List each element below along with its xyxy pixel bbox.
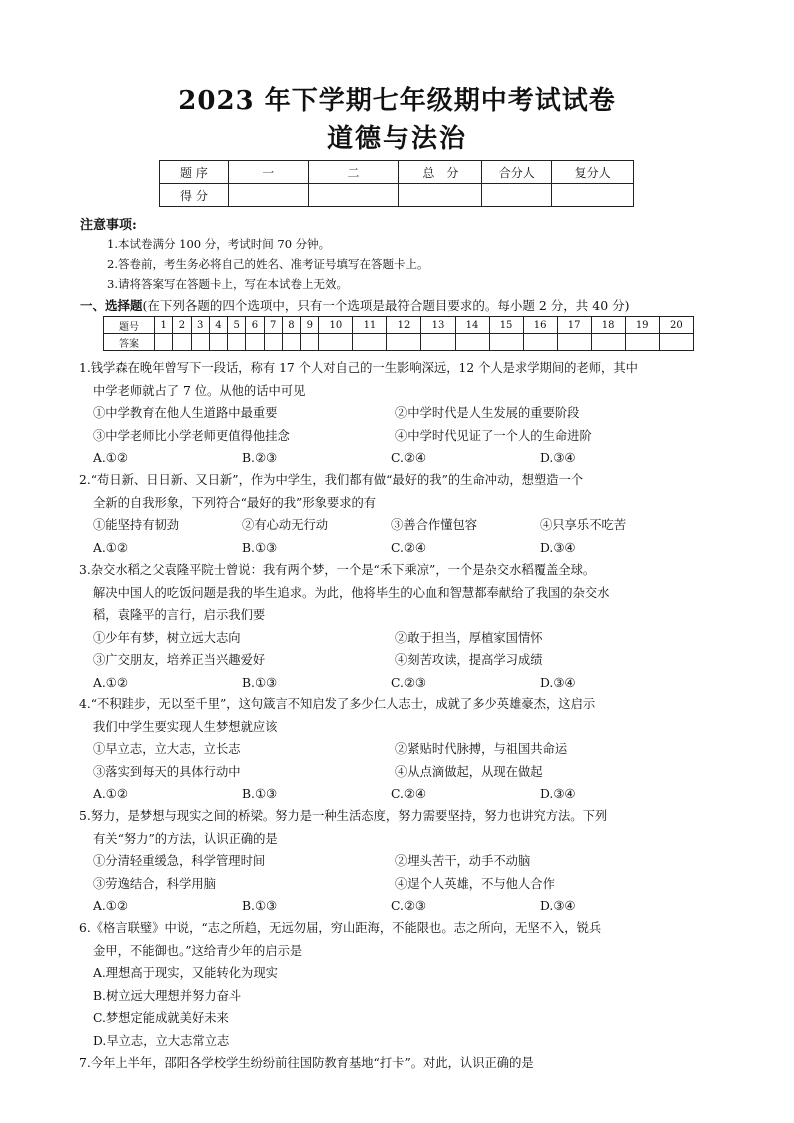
score-table-cell: 一 [228,161,308,184]
question-stem: 稻，袁隆平的言行，启示我们要 [93,608,266,622]
answer-option: A.①② [93,787,128,801]
answer-table-number: 16 [523,317,557,334]
question-stem: 4.“不积跬步，无以至千里”，这句箴言不知启发了多少仁人志士，成就了多少英雄豪杰，这启示 [79,697,596,711]
answer-table-number: 3 [191,317,209,334]
question-stem: 全新的自我形象，下列符合“最好的我”形象要求的有 [93,495,377,510]
answer-option: A.理想高于现实，又能转化为现实 [93,966,278,980]
answer-table-answer-cell [282,334,300,351]
answer-table-answer-cell [625,334,659,351]
statement: ③广交朋友，培养正当兴趣爱好 [93,653,266,667]
question-6 [79,917,719,1052]
answer-table-answer-cell [523,334,557,351]
question-stem: 金甲，不能御也。”这给青少年的启示是 [93,943,303,958]
question-5 [79,805,719,918]
question-1 [79,357,719,470]
question-3 [79,559,719,694]
score-table-cell: 题 序 [160,161,229,184]
answer-option: A.①② [93,540,128,555]
answer-option: D.③④ [540,540,576,555]
answer-table-answer-cell [659,334,693,351]
statement: ②中学时代是人生发展的重要阶段 [395,406,580,420]
score-table-cell: 得 分 [160,184,229,207]
answer-table-number: 2 [173,317,191,334]
answer-option: D.③④ [540,675,576,690]
answer-table-answer-cell [228,334,246,351]
section-heading [80,296,630,314]
section-title: 一、选择题 [80,298,143,313]
exam-title: 2023 年下学期七年级期中考试试卷 [178,86,616,116]
statement: ③中学老师比小学老师更值得他挂念 [93,428,290,443]
score-input-cell [552,184,634,207]
score-input-cell [228,184,308,207]
answer-table-number: 4 [209,317,227,334]
answer-table-answer-cell [301,334,319,351]
answer-table [103,316,694,351]
answer-table-number: 19 [625,317,659,334]
answer-table-number: 7 [264,317,282,334]
answer-table-answer-cell [319,334,353,351]
answer-table-number: 11 [353,317,387,334]
answer-option: D.③④ [540,451,576,465]
statement: ③善合作懂包容 [391,518,478,532]
notice-item: 1.本试卷满分 100 分，考试时间 70 分钟。 [107,237,331,251]
answer-table-number: 9 [301,317,319,334]
answer-table-answer-cell [173,334,191,351]
answer-option: A.①② [93,675,128,690]
answer-option: C.②④ [391,787,426,801]
answer-table-answer-cell [209,334,227,351]
answer-table-number: 6 [246,317,264,334]
answer-option: A.①② [93,451,128,465]
answer-option: D.早立志，立大志常立志 [93,1033,230,1048]
score-table-cell: 二 [308,161,399,184]
statement: ②埋头苦干，动手不动脑 [395,854,531,868]
answer-table-number: 10 [319,317,353,334]
question-4 [79,693,719,806]
answer-option: B.树立远大理想并努力奋斗 [93,988,242,1003]
answer-table-number: 14 [455,317,489,334]
answer-option: A.①② [93,899,128,913]
answer-option: B.②③ [242,451,277,465]
question-stem: 1.钱学森在晚年曾写下一段话，称有 17 个人对自己的一生影响深远，12 个人是求学期间的老师，其中 [79,361,638,375]
statement: ④只享乐不吃苦 [540,518,627,532]
question-stem: 我们中学生要实现人生梦想就应该 [93,719,278,734]
notice-item: 3.请将答案写在答题卡上，写在本试卷上无效。 [107,277,348,291]
question-stem: 3.杂交水稻之父袁隆平院士曾说：我有两个梦，一个是“禾下乘凉”，一个是杂交水稻覆盖全球。 [79,563,596,577]
answer-table-number: 8 [282,317,300,334]
score-table [159,160,634,207]
answer-table-answer-cell [246,334,264,351]
statement: ④从点滴做起，从现在做起 [395,764,543,779]
answer-option: B.①③ [242,787,277,801]
answer-table-label: 答案 [104,334,155,351]
answer-table-number: 17 [557,317,591,334]
statement: ①分清轻重缓急，科学管理时间 [93,854,266,868]
answer-table-answer-cell [455,334,489,351]
score-input-cell [308,184,399,207]
answer-table-answer-row [104,334,694,351]
answer-table-answer-cell [489,334,523,351]
answer-table-label: 题号 [104,317,155,334]
subject-title: 道德与法治 [326,124,467,154]
score-table-cell: 复分人 [552,161,634,184]
question-stem: 中学老师就占了 7 位。从他的话中可见 [93,383,306,398]
notice-item: 2.答卷前，考生务必将自己的姓名、准考证号填写在答题卡上。 [107,257,429,271]
answer-table-answer-cell [557,334,591,351]
question-stem: 解决中国人的吃饭问题是我的毕生追求。为此，他将毕生的心血和智慧都奉献给了我国的杂交水 [93,585,610,600]
answer-table-number-row [104,317,694,334]
answer-option: D.③④ [540,899,576,913]
answer-table-answer-cell [264,334,282,351]
statement: ②有心动无行动 [242,518,329,532]
score-table-cell: 总 分 [399,161,482,184]
score-table-cell: 合分人 [482,161,552,184]
score-input-cell [399,184,482,207]
statement: ④刻苦攻读，提高学习成绩 [395,653,543,667]
answer-table-number: 18 [591,317,625,334]
answer-option: C.②④ [391,451,426,465]
answer-option: C.②③ [391,899,426,913]
question-2 [79,469,719,559]
statement: ②紧贴时代脉搏，与祖国共命运 [395,742,568,756]
question-stem: 2.“苟日新、日日新、又日新”，作为中学生，我们都有做“最好的我”的生命冲动，想塑造一个 [79,473,584,487]
answer-table-number: 1 [155,317,173,334]
statement: ②敢于担当，厚植家国情怀 [395,630,543,645]
statement: ④中学时代见证了一个人的生命进阶 [395,428,592,443]
section-instruction: (在下列各题的四个选项中，只有一个选项是最符合题目要求的。每小题 2 分，共 40 分) [142,298,630,313]
answer-table-answer-cell [387,334,421,351]
answer-option: D.③④ [540,787,576,801]
statement: ③劳逸结合，科学用脑 [93,876,216,891]
question-7 [79,1052,719,1075]
question-stem: 6.《格言联璧》中说，“志之所趋，无远勿届，穷山距海，不能限也。志之所向，无坚不入，锐兵 [79,921,602,935]
answer-option: C.②③ [391,675,426,690]
statement: ③落实到每天的具体行动中 [93,764,241,779]
answer-option: B.①③ [242,899,277,913]
question-stem: 有关“努力”的方法，认识正确的是 [93,831,278,846]
answer-table-number: 15 [489,317,523,334]
statement: ④逞个人英雄，不与他人合作 [395,876,555,891]
answer-option: C.②④ [391,540,426,555]
score-table-header-row [160,161,634,184]
statement: ①能坚持有韧劲 [93,518,180,532]
statement: ①少年有梦，树立远大志向 [93,630,241,645]
answer-table-number: 12 [387,317,421,334]
answer-table-answer-cell [591,334,625,351]
answer-table-answer-cell [421,334,455,351]
answer-table-number: 13 [421,317,455,334]
answer-option: C.梦想定能成就美好未来 [93,1011,229,1025]
question-stem: 5.努力，是梦想与现实之间的桥梁。努力是一种生活态度，努力需要坚持，努力也讲究方法。下列 [79,809,608,823]
question-stem: 7.今年上半年，邵阳各学校学生纷纷前往国防教育基地“打卡”。对此，认识正确的是 [79,1056,534,1070]
answer-table-number: 20 [659,317,693,334]
answer-option: B.①③ [242,540,277,555]
answer-table-answer-cell [191,334,209,351]
answer-table-number: 5 [228,317,246,334]
answer-table-answer-cell [353,334,387,351]
score-table-score-row [160,184,634,207]
score-input-cell [482,184,552,207]
answer-option: B.①③ [242,675,277,690]
statement: ①早立志，立大志，立长志 [93,742,241,756]
statement: ①中学教育在他人生道路中最重要 [93,406,278,420]
answer-table-answer-cell [155,334,173,351]
notice-heading: 注意事项: [80,218,137,233]
